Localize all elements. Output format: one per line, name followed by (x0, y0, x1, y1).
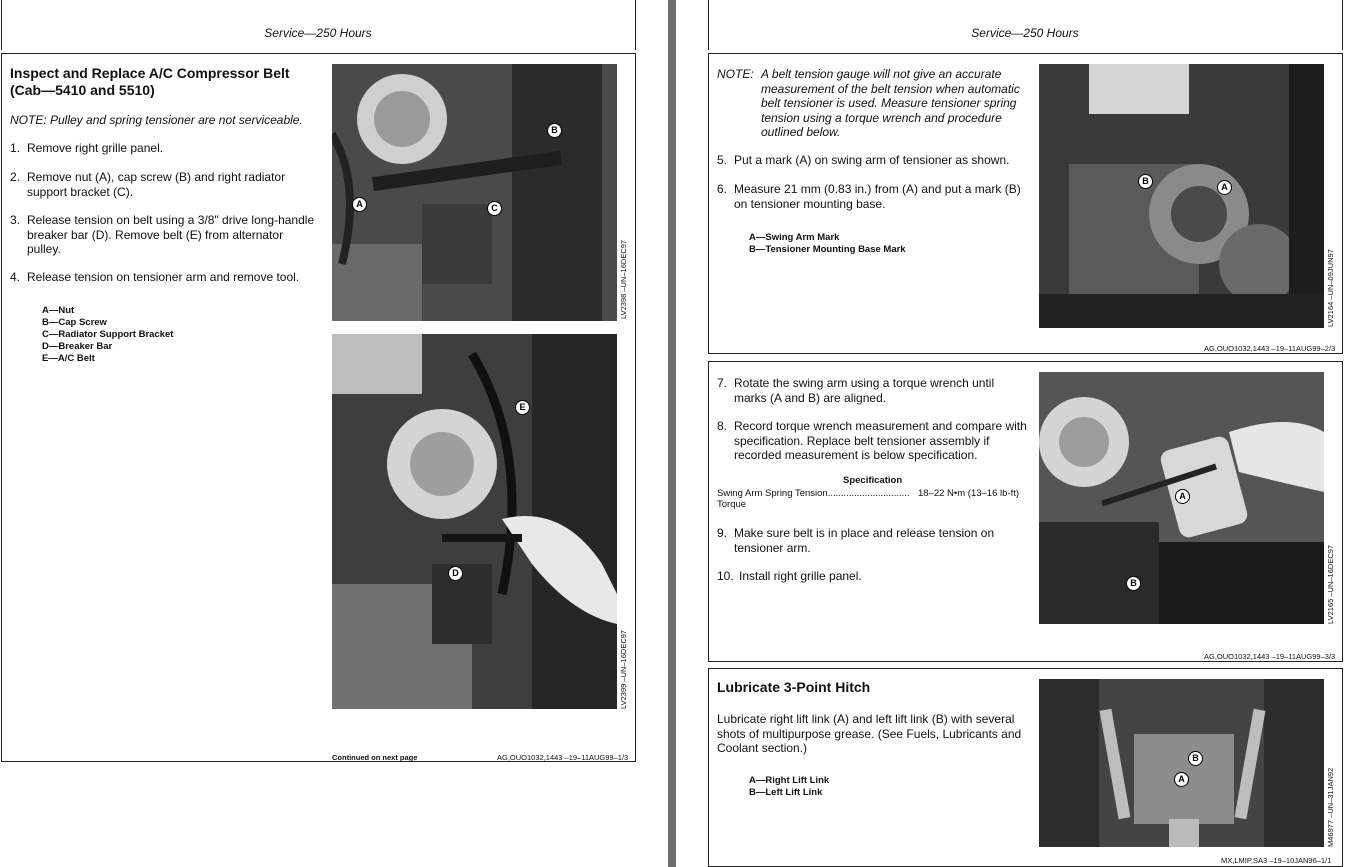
photo-drawing (1039, 64, 1324, 328)
legend: A—Nut B—Cap Screw C—Radiator Support Bracket D—Breaker Bar E—A/C Belt (42, 305, 174, 364)
photo-drawing (332, 334, 617, 709)
image-code: M46977 –UN–31JAN92 (1326, 767, 1335, 847)
page-margin-line (1342, 0, 1343, 50)
page-margin-line (635, 0, 636, 50)
reference-code: AG,OUO1032,1443 –19–11AUG99–3/3 (1204, 652, 1336, 661)
page-margin-line (1, 0, 2, 50)
photo-breaker-bar (332, 334, 617, 709)
legend: A—Right Lift Link B—Left Lift Link (749, 775, 830, 798)
reference-code: AG,OUO1032,1443 –19–11AUG99–1/3 (497, 753, 629, 762)
callout-a: A (1217, 180, 1232, 195)
section-title: Lubricate 3-Point Hitch (717, 679, 871, 695)
callout-a: A (1174, 772, 1189, 787)
lubricate-text: Lubricate right lift link (A) and left lift link (B) with several shots of multipurpose grease. (See Fuels, Lubricants and Coolant section.) (717, 712, 1022, 755)
callout-b: B (1138, 174, 1153, 189)
legend: A—Swing Arm Mark B—Tensioner Mounting Base Mark (749, 232, 906, 255)
section-torque-procedure: 7. Rotate the swing arm using a torque wrench until marks (A and B) are aligned. 8. Record torque wrench measurement and compare with specification. Replace belt tensioner assembly if recorded measurement is below specification. Specification Swing Arm Spring Tension............................... Torque 18–22 N•m (13–16 lb-ft) 9. Make sure belt is in place and release tension on tensioner arm. 10. Install right grille panel. A B LV2165 –UN–16DEC97 AG,OUO1032,1443 –19–11AUG99–3/3 (708, 361, 1343, 662)
note: NOTE: A belt tension gauge will not give an accurate measurement of the belt tension when automatic belt tensioner is used. Measure tensioner spring tension using a torque wrench and procedure outlined below. (717, 67, 1020, 139)
section-lubricate-hitch (708, 668, 1343, 867)
section-title: Inspect and Replace A/C Compressor Belt (Cab—5410 and 5510) (10, 65, 290, 98)
callout-d: D (448, 566, 463, 581)
callout-e: E (515, 400, 530, 415)
right-page (676, 0, 1347, 867)
image-code: LV2165 –UN–16DEC97 (1326, 544, 1335, 624)
page-divider (668, 0, 676, 867)
reference-code: AG,OUO1032,1443 –19–11AUG99–2/3 (1204, 344, 1336, 353)
spec-value: 18–22 N•m (13–16 lb-ft) (918, 488, 1020, 499)
photo-drawing (332, 64, 617, 321)
callout-b: B (1188, 751, 1203, 766)
callout-b: B (547, 123, 562, 138)
spec-heading: Specification (843, 475, 903, 486)
photo-torque-wrench (1039, 372, 1324, 624)
image-code: LV2164 –UN–09JUN97 (1326, 249, 1335, 327)
callout-b: B (1126, 576, 1141, 591)
continued-note: Continued on next page (332, 753, 418, 762)
page-margin-line (708, 0, 709, 50)
photo-3-point-hitch (1039, 679, 1324, 847)
section-tension-gauge-note: NOTE: A belt tension gauge will not give an accurate measurement of the belt tension when automatic belt tensioner is used. Measure tensioner spring tension using a torque wrench and procedure outlined below. 5. Put a mark (A) on swing arm of tensioner as shown. 6. Measure 21 mm (0.83 in.) from (A) and put a mark (B) on tensioner mounting base. A—Swing Arm Mark B—Tensioner Mounting Base Mark B A LV2164 –UN–09JUN97 AG,OUO1032,1443 –19–11AUG99–2/3 (708, 53, 1343, 354)
reference-code: MX,LMIP,SA3 –19–10JAN96–1/1 (1221, 856, 1332, 865)
image-code: LV2398 –UN–16DEC97 (619, 239, 628, 319)
spec-label: Swing Arm Spring Tension............................... Torque (717, 488, 910, 510)
photo-drawing (1039, 679, 1324, 847)
callout-a: A (352, 197, 367, 212)
note: NOTE: Pulley and spring tensioner are not serviceable. (10, 113, 303, 127)
photo-alternator-bracket (332, 64, 617, 321)
page-header: Service—250 Hours (971, 26, 1079, 40)
callout-c: C (487, 201, 502, 216)
section-ac-belt: Inspect and Replace A/C Compressor Belt (Cab—5410 and 5510) NOTE: Pulley and spring tensioner are not serviceable. 1. Remove right grille panel. 2. Remove nut (A), cap screw (B) and right radiator support bracket (C). 3. Release tension on belt using a 3/8" drive long-handle breaker bar (D). Remove belt (E) from alternator pulley. 4. Release tension on tensioner arm and remove tool. A—Nut B—Cap Screw C—Radiator Support Bracket D—Breaker Bar E—A/C Belt B A C LV2398 –UN–16DEC97 E D LV2399 –UN–16DEC97 Continued on next page AG,OUO1032,1443 –19–11AUG99–1/3 (1, 53, 636, 762)
callout-a: A (1175, 489, 1190, 504)
left-page (0, 0, 668, 867)
image-code: LV2399 –UN–16DEC97 (619, 629, 628, 709)
photo-tensioner-marks (1039, 64, 1324, 328)
page-header: Service—250 Hours (264, 26, 372, 40)
